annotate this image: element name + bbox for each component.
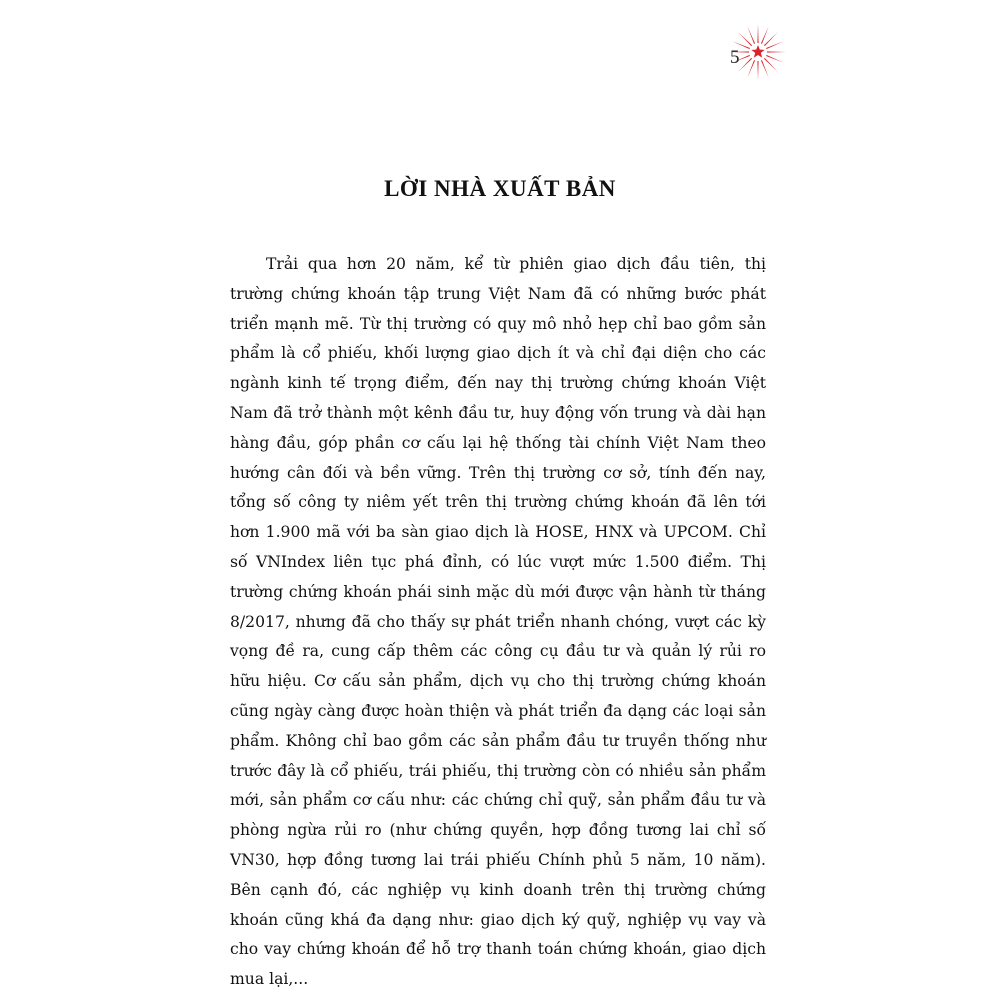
logo-ray	[738, 56, 753, 71]
page-number: 5	[730, 47, 740, 68]
page-title: LỜI NHÀ XUẤT BẢN	[384, 176, 616, 201]
logo-ray	[762, 32, 777, 47]
logo-ray	[757, 59, 758, 80]
logo-ray	[738, 32, 753, 47]
body-paragraph: Trải qua hơn 20 năm, kể từ phiên giao dịch đầu tiên, thị trường chứng khoán tập trung Việt Nam đã có những bước phát triển mạnh mẽ. Từ thị trường có quy mô nhỏ hẹp chỉ bao gồm sản phẩm là cổ phiếu, khối lượng giao dịch ít và chỉ đại diện cho các ngành kinh tế trọng điểm, đến nay thị trường chứng khoán Việt Nam đã trở thành một kênh đầu tư, huy động vốn trung và dài hạn hàng đầu, góp phần cơ cấu lại hệ thống tài chính Việt Nam theo hướng cân đối và bền vững. Trên thị trường cơ sở, tính đến nay, tổng số công ty niêm yết trên thị trường chứng khoán đã lên tới hơn 1.900 mã với ba sàn giao dịch là HOSE, HNX và UPCOM. Chỉ số VNIndex liên tục phá đỉnh, có lúc vượt mức 1.500 điểm. Thị trường chứng khoán phái sinh mặc dù mới được vận hành từ tháng 8/2017, nhưng đã cho thấy sự phát triển nhanh chóng, vượt các kỳ vọng đề ra, cung cấp thêm các công cụ đầu tư và quản lý rủi ro hữu hiệu. Cơ cấu sản phẩm, dịch vụ cho thị trường chứng khoán cũng ngày càng được hoàn thiện và phát triển đa dạng các loại sản phẩm. Không chỉ bao gồm các sản phẩm đầu tư truyền thống như trước đây là cổ phiếu, trái phiếu, thị trường còn có nhiều sản phẩm mới, sản phẩm cơ cấu như: các chứng chỉ quỹ, sản phẩm đầu tư và phòng ngừa rủi ro (như chứng quyền, hợp đồng tương lai chỉ số VN30, hợp đồng tương lai trái phiếu Chính phủ 5 năm, 10 năm). Bên cạnh đó, các nghiệp vụ kinh doanh trên thị trường chứng khoán cũng khá đa dạng như: giao dịch ký quỹ, nghiệp vụ vay và cho vay chứng khoán để hỗ trợ thanh toán chứng khoán, giao dịch mua lại,...	[230, 255, 766, 989]
logo-ray	[757, 24, 758, 45]
logo-ray	[765, 51, 786, 52]
logo-ray	[762, 56, 777, 71]
